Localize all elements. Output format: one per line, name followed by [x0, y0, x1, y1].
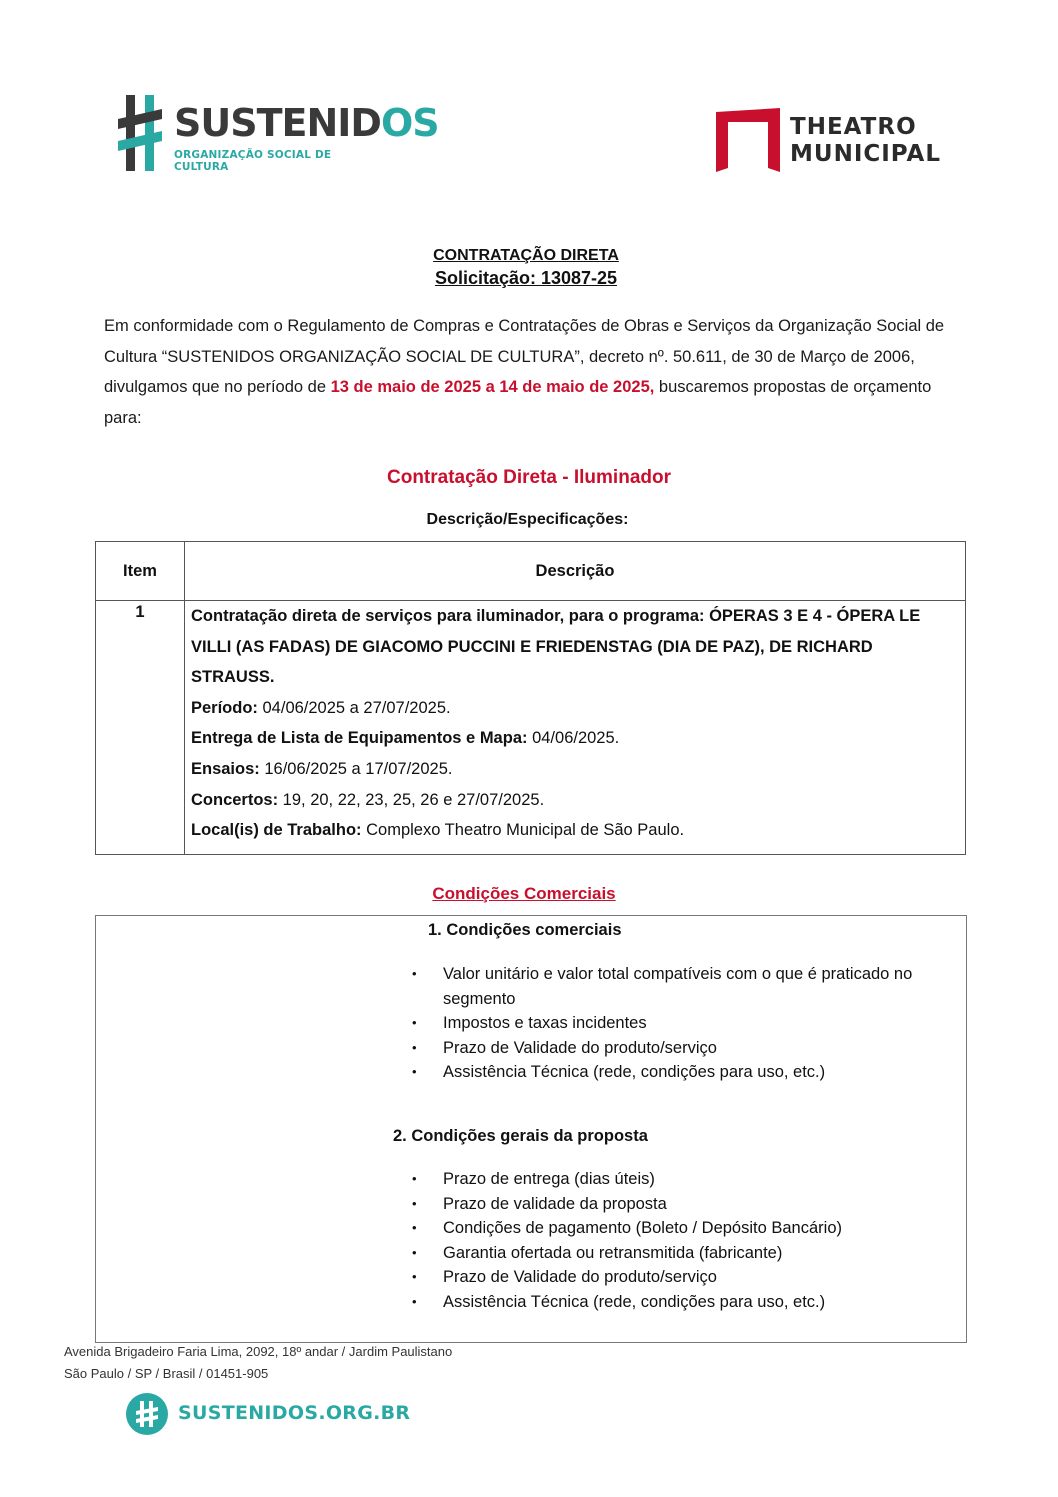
conditions-list-2 — [443, 1167, 958, 1314]
intro-paragraph: Em conformidade com o Regulamento de Compras e Contratações de Obras e Serviços da Organização Social de Cultura “SUSTENIDOS ORGANIZAÇÃO SOCIAL DE CULTURA”, decreto nº. 50.611, de 30 de Março de 2006, divulgamos que no período de 13 de maio de 2025 a 14 de maio de 2025, buscaremos propostas de orçamento para: — [104, 317, 945, 427]
conditions-heading-2: 2. Condições gerais da proposta — [393, 1127, 648, 1145]
hash-icon — [118, 95, 168, 171]
detail-concerts: Concertos: 19, 20, 22, 23, 25, 26 e 27/07/2025. — [191, 790, 545, 809]
footer-logo — [126, 1393, 411, 1435]
list-item: • Valor unitário e valor total compatíveis com o que é praticado no segmento — [443, 962, 958, 1011]
list-item: • Prazo de Validade do produto/serviço — [443, 1036, 958, 1061]
list-item: • Assistência Técnica (rede, condições para uso, etc.) — [443, 1060, 958, 1085]
table-header-row — [96, 542, 966, 601]
column-header-item: Item — [96, 542, 185, 601]
website-link[interactable]: SUSTENIDOS.ORG.BR — [178, 1402, 411, 1424]
period-highlight: 13 de maio de 2025 a 14 de maio de 2025, — [330, 378, 655, 397]
list-item: • Garantia ofertada ou retransmitida (fabricante) — [443, 1241, 958, 1266]
item-number: 1 — [96, 601, 185, 855]
sustenidos-logo — [118, 95, 439, 175]
conditions-list-1 — [443, 962, 958, 1085]
conditions-title: Condições Comerciais — [432, 884, 616, 903]
conditions-box — [95, 915, 967, 1343]
items-table — [95, 541, 966, 855]
table-row — [96, 601, 966, 855]
logo-wordmark: SUSTENIDOS — [174, 101, 439, 145]
item-description: Contratação direta de serviços para iluminador, para o programa: ÓPERAS 3 E 4 - ÓPERA LE VILLI (AS FADAS) DE GIACOMO PUCCINI E FRIEDENSTAG (DIA DE PAZ), DE RICHARD STRAUSS. — [191, 607, 921, 687]
list-item: • Impostos e taxas incidentes — [443, 1011, 958, 1036]
footer-address-line1: Avenida Brigadeiro Faria Lima, 2092, 18º andar / Jardim Paulistano — [64, 1344, 453, 1359]
detail-period: Período: 04/06/2025 a 27/07/2025. — [191, 698, 451, 717]
hash-circle-icon — [126, 1393, 168, 1435]
request-number: Solicitação: 13087-25 — [434, 268, 618, 288]
conditions-heading-1: 1. Condições comerciais — [428, 921, 622, 939]
item-description-cell — [185, 601, 966, 855]
detail-location: Local(is) de Trabalho: Complexo Theatro Municipal de São Paulo. — [191, 821, 685, 840]
detail-rehearsals: Ensaios: 16/06/2025 a 17/07/2025. — [191, 759, 453, 778]
list-item: • Condições de pagamento (Boleto / Depósito Bancário) — [443, 1216, 958, 1241]
theatre-arch-icon — [716, 108, 780, 172]
logo-wordmark: THEATRO MUNICIPAL — [790, 114, 942, 167]
list-item: • Assistência Técnica (rede, condições para uso, etc.) — [443, 1290, 958, 1315]
document-title: CONTRATAÇÃO DIRETA — [433, 247, 619, 264]
list-item: • Prazo de validade da proposta — [443, 1192, 958, 1217]
column-header-description: Descrição — [185, 542, 966, 601]
list-item: • Prazo de Validade do produto/serviço — [443, 1265, 958, 1290]
spec-title: Descrição/Especificações: — [426, 511, 629, 528]
section-title: Contratação Direta - Iluminador — [387, 467, 671, 488]
list-item: • Prazo de entrega (dias úteis) — [443, 1167, 958, 1192]
footer-address-line2: São Paulo / SP / Brasil / 01451-905 — [64, 1366, 269, 1381]
logo-subtitle: ORGANIZAÇÃO SOCIAL DE CULTURA — [174, 149, 332, 173]
detail-delivery: Entrega de Lista de Equipamentos e Mapa: 04/06/2025. — [191, 729, 620, 748]
theatro-municipal-logo — [716, 108, 956, 174]
